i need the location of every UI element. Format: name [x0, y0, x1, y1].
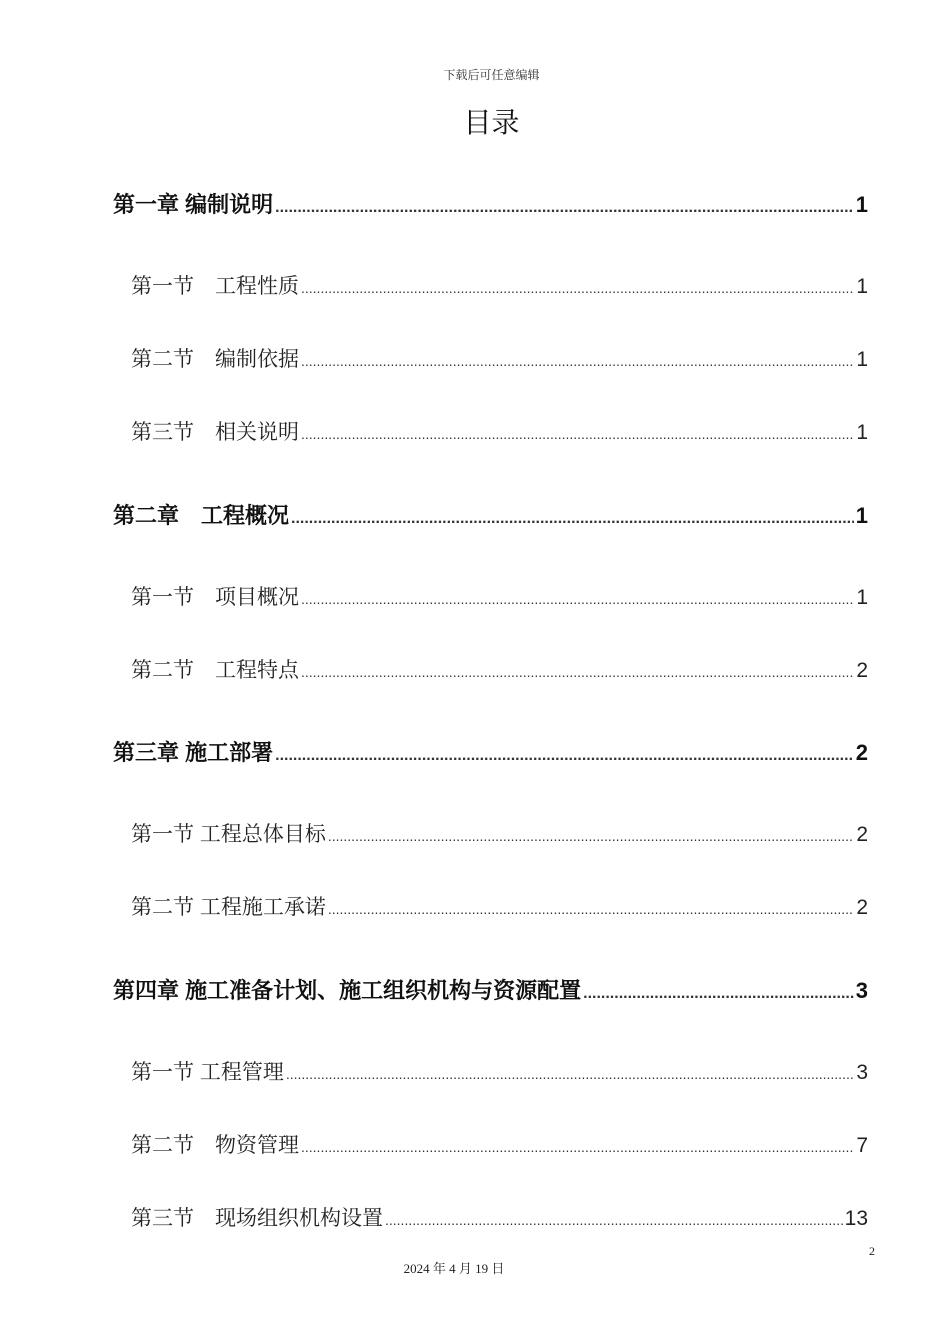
toc-label: 第二节 编制依据	[131, 348, 299, 371]
toc-page-number: 1	[855, 503, 868, 528]
dot-leader	[301, 664, 854, 680]
toc-label: 第一节 工程总体目标	[131, 823, 326, 846]
toc-label: 第一节 项目概况	[131, 586, 299, 609]
toc-section-4-2[interactable]	[131, 1129, 868, 1159]
toc-page-number: 1	[855, 192, 868, 217]
toc-page-number: 1	[856, 275, 868, 298]
dot-leader	[301, 591, 854, 607]
toc-chapter-3[interactable]	[113, 736, 868, 767]
toc-section-3-2[interactable]	[131, 891, 868, 921]
toc-page-number: 1	[856, 348, 868, 371]
toc-chapter-1[interactable]	[113, 188, 868, 219]
toc-page-number: 13	[844, 1207, 868, 1230]
toc-label: 第二章 工程概况	[113, 503, 290, 528]
toc-section-4-1[interactable]	[131, 1056, 868, 1086]
toc-label: 第一节 工程管理	[131, 1061, 284, 1084]
dot-leader	[291, 510, 854, 528]
dot-leader	[328, 901, 854, 917]
toc-label: 第一节 工程性质	[131, 275, 299, 298]
toc-section-2-1[interactable]	[131, 581, 868, 611]
dot-leader	[583, 985, 854, 1003]
toc-section-3-1[interactable]	[131, 818, 868, 848]
toc-section-1-1[interactable]	[131, 270, 868, 300]
toc-page-number: 2	[856, 823, 868, 846]
page-title: 目录	[463, 107, 520, 138]
toc-page-number: 1	[856, 421, 868, 444]
toc-label: 第三节 现场组织机构设置	[131, 1207, 383, 1230]
toc-chapter-4[interactable]	[113, 974, 868, 1005]
page-number: 2	[869, 1244, 875, 1258]
toc-section-1-3[interactable]	[131, 416, 868, 446]
dot-leader	[301, 280, 854, 296]
toc-page-number: 3	[855, 978, 868, 1003]
toc-label: 第四章 施工准备计划、施工组织机构与资源配置	[113, 978, 582, 1003]
dot-leader	[286, 1066, 854, 1082]
toc-label: 第三节 相关说明	[131, 421, 299, 444]
dot-leader	[301, 426, 854, 442]
toc-label: 第二节 工程特点	[131, 659, 299, 682]
dot-leader	[385, 1212, 843, 1228]
toc-page-number: 2	[855, 740, 868, 765]
toc-page-number: 1	[856, 586, 868, 609]
toc-label: 第二节 工程施工承诺	[131, 896, 326, 919]
toc-label: 第一章 编制说明	[113, 192, 274, 217]
footer-date: 2024 年 4 月 19 日	[403, 1261, 505, 1276]
dot-leader	[301, 353, 854, 369]
toc-label: 第二节 物资管理	[131, 1134, 299, 1157]
dot-leader	[275, 747, 854, 765]
dot-leader	[328, 828, 854, 844]
toc-page-number: 7	[856, 1134, 868, 1157]
page-header: 下载后可任意编辑	[443, 68, 540, 82]
toc-page-number: 2	[856, 659, 868, 682]
toc-page-number: 3	[856, 1061, 868, 1084]
toc-chapter-2[interactable]	[113, 499, 868, 530]
toc-label: 第三章 施工部署	[113, 740, 274, 765]
toc-section-1-2[interactable]	[131, 343, 868, 373]
toc-section-4-3[interactable]	[131, 1202, 868, 1232]
toc-section-2-2[interactable]	[131, 654, 868, 684]
dot-leader	[275, 199, 854, 217]
dot-leader	[301, 1139, 854, 1155]
toc-page-number: 2	[856, 896, 868, 919]
